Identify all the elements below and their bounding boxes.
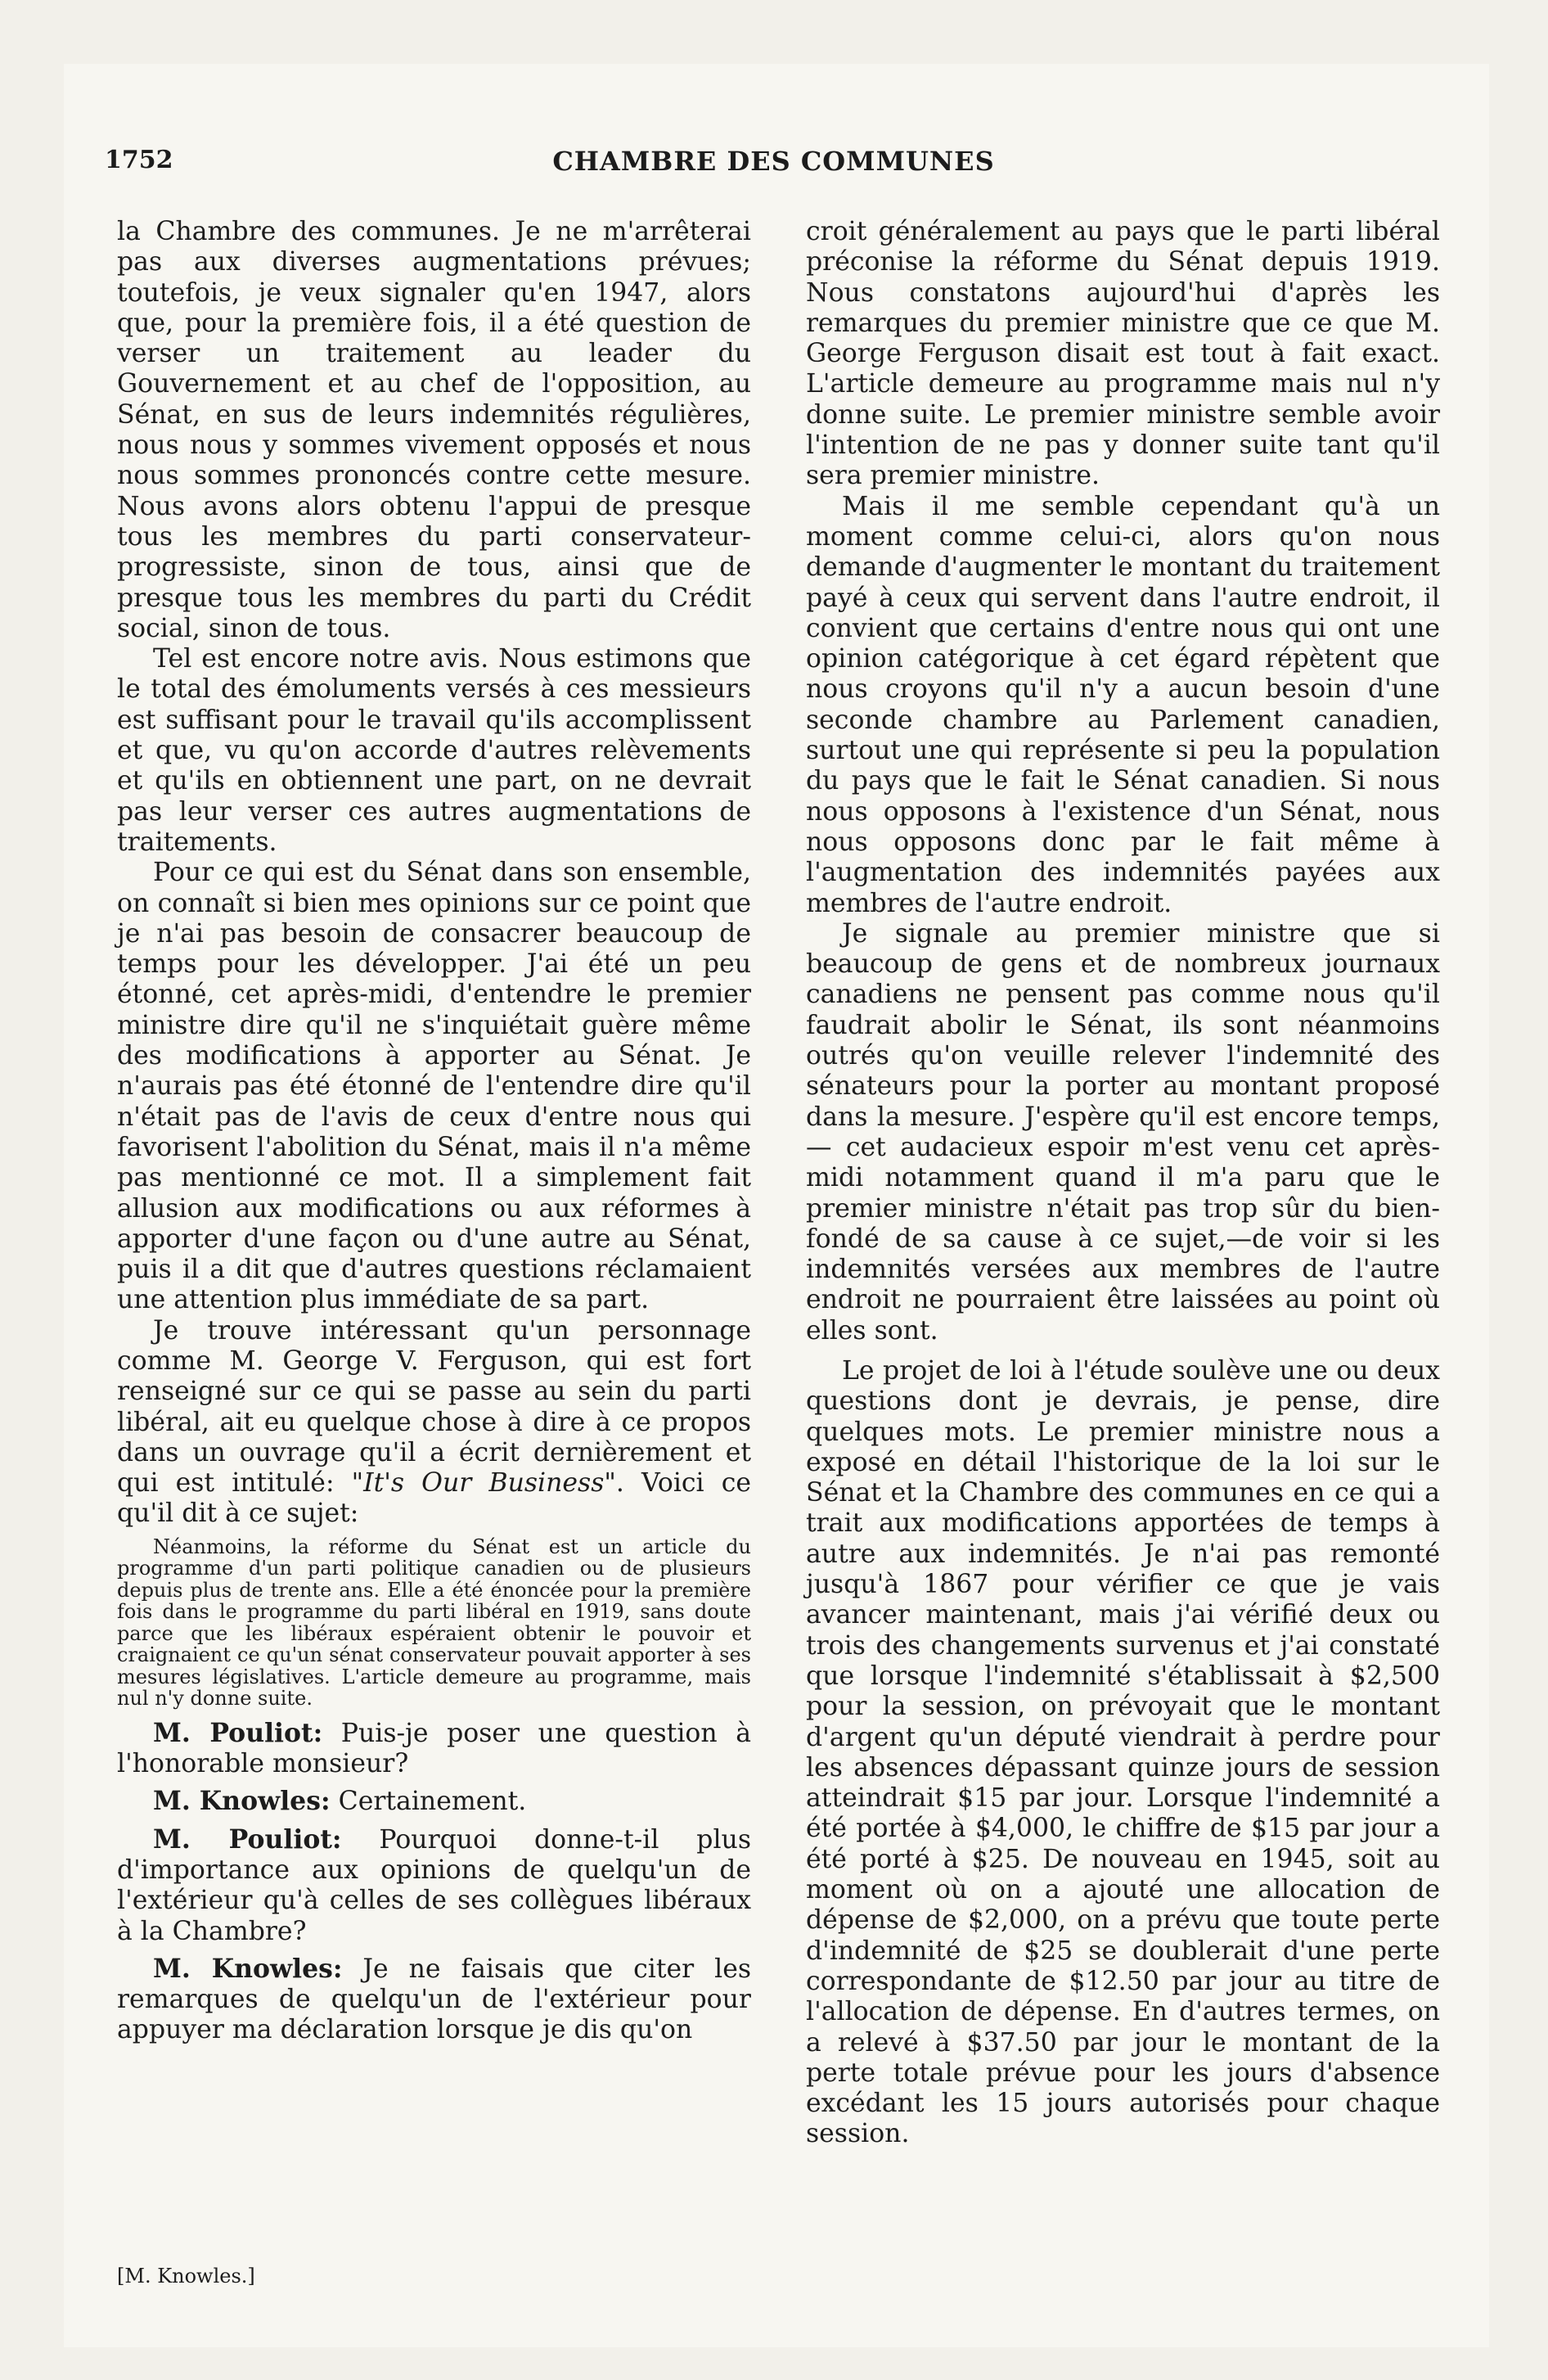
page-header (105, 146, 1442, 195)
paragraph: la Chambre des communes. Je ne m'arrêterai pas aux diverses augmentations prévues; toutefois, je veux signaler qu'en 1947, alors que, pour la première fois, il a été question de verser un traitement au leader du Gouvernement et au chef de l'opposition, au Sénat, en sus de leurs indemnités régulières, nous nous y sommes vivement opposés et nous nous sommes prononcés contre cette mesure. Nous avons alors obtenu l'appui de presque tous les membres du parti conservateur-progressiste, sinon de tous, ainsi que de presque tous les membres du parti du Crédit social, sinon de tous. (117, 217, 751, 643)
page-number: 1752 (105, 146, 173, 174)
right-column (806, 217, 1440, 2150)
speaker-name: M. Pouliot: (153, 1823, 342, 1855)
paragraph (117, 1316, 751, 1530)
speech-text: Certainement. (330, 1787, 527, 1817)
paragraph: Je signale au premier ministre que si beaucoup de gens et de nombreux journaux canadiens ne pensent pas comme nous qu'il faudrait abolir le Sénat, ils sont néanmoins outrés qu'on veuille relever l'indemnité des sénateurs pour la porter au montant proposé dans la mesure. J'espère qu'il est encore temps,— cet audacieux espoir m'est venu cet après-midi notamment quand il m'a paru que le premier ministre n'était pas trop sûr du bien-fondé de sa cause à ce sujet,—de voir si les indemnités versées aux membres de l'autre endroit ne pourraient être laissées au point où elles sont. (806, 918, 1440, 1346)
left-column (117, 217, 751, 2046)
speaker-name: M. Knowles: (153, 1953, 343, 1984)
speaker-name: M. Knowles: (153, 1786, 331, 1817)
speech-text: Puis-je poser une question à l'honorable monsieur? (117, 1718, 751, 1779)
speech-paragraph (117, 1954, 751, 2046)
paragraph: Le projet de loi à l'étude soulève une ou deux questions dont je devrais, je pense, dire quelques mots. Le premier ministre nous a exposé en détail l'historique de la loi sur le Sénat et la Chambre des communes en ce qui a trait aux modifications apportées de temps à autre aux indemnités. Je n'ai pas remonté jusqu'à 1867 pour vérifier ce que je vais avancer maintenant, mais j'ai vérifié deux ou trois des changements survenus et j'ai constaté que lorsque l'indemnité s'établissait à $2,500 pour la session, on prévoyait que le montant d'argent qu'un député viendrait à perdre pour les absences dépassant quinze jours de session atteindrait $15 par jour. Lorsque l'indemnité a été portée à $4,000, le chiffre de $15 par jour a été porté à $25. De nouveau en 1945, soit au moment où on a ajouté une allocation de dépense de $2,000, on a prévu que toute perte d'indemnité de $25 se doublerait d'une perte correspondante de $12.50 par jour au titre de l'allocation de dépense. En d'autres termes, on a relevé à $37.50 par jour le montant de la perte totale prévue pour les jours d'absence excédant les 15 jours autorisés pour chaque session. (806, 1355, 1440, 2149)
speaker-name: M. Pouliot: (153, 1717, 323, 1748)
speech-paragraph (117, 1786, 751, 1817)
paragraph-text: . Voici ce qu'il dit à ce sujet: (117, 1468, 751, 1529)
paragraph: croit généralement au pays que le parti libéral préconise la réforme du Sénat depuis 1919. Nous constatons aujourd'hui d'après les remarques du premier ministre que ce que M. George Ferguson disait est tout à fait exact. L'article demeure au programme mais nul n'y donne suite. Le premier ministre semble avoir l'intention de ne pas y donner suite tant qu'il sera premier ministre. (806, 217, 1440, 491)
speech-paragraph (117, 1718, 751, 1780)
paragraph: Mais il me semble cependant qu'à un moment comme celui-ci, alors qu'on nous demande d'augmenter le montant du traitement payé à ceux qui servent dans l'autre endroit, il convient que certains d'entre nous qui ont une opinion catégorique à cet égard répètent que nous croyons qu'il n'y a aucun besoin d'une seconde chambre au Parlement canadien, surtout une qui représente si peu la population du pays que le fait le Sénat canadien. Si nous nous opposons à l'existence d'un Sénat, nous nous opposons donc par le fait même à l'augmentation des indemnités payées aux membres de l'autre endroit. (806, 491, 1440, 918)
speech-text: Pourquoi donne-t-il plus d'importance aux opinions de quelqu'un de l'extérieur qu'à celles de ses collègues libéraux à la Chambre? (117, 1824, 751, 1946)
paragraph-text: Je trouve intéressant qu'un personnage comme M. George V. Ferguson, qui est fort renseigné sur ce qui se passe au sein du parti libéral, ait eu quelque chose à dire à ce propos dans un ouvrage qu'il a écrit dernièrement et qui est intitulé: (117, 1315, 751, 1499)
paragraph: Pour ce qui est du Sénat dans son ensemble, on connaît si bien mes opinions sur ce point que je n'ai pas besoin de consacrer beaucoup de temps pour les développer. J'ai été un peu étonné, cet après-midi, d'entendre le premier ministre dire qu'il ne s'inquiétait guère même des modifications à apporter au Sénat. Je n'aurais pas été étonné de l'entendre dire qu'il n'était pas de l'avis de ceux d'entre nous qui favorisent l'abolition du Sénat, mais il n'a même pas mentionné ce mot. Il a simplement fait allusion aux modifications ou aux réformes à apporter d'une façon ou d'une autre au Sénat, puis il a dit que d'autres questions réclamaient une attention plus immédiate de sa part. (117, 858, 751, 1315)
running-title: CHAMBRE DES COMMUNES (552, 146, 995, 177)
speech-paragraph (117, 1824, 751, 1947)
book-title: "It's Our Business" (351, 1468, 616, 1499)
block-quote: Néanmoins, la réforme du Sénat est un article du programme d'un parti politique canadien ou de plusieurs depuis plus de trente ans. Elle a été énoncée pour la première fois dans le programme du parti libéral en 1919, sans doute parce que les libéraux espéraient obtenir le pouvoir et craignaient ce qu'un sénat conservateur pouvait apporter à ses mesures législatives. L'article demeure au programme, mais nul n'y donne suite. (117, 1535, 751, 1711)
speaker-attribution: [M. Knowles.] (117, 2265, 255, 2288)
speech-text: Je ne faisais que citer les remarques de quelqu'un de l'extérieur pour appuyer ma déclaration lorsque je dis qu'on (117, 1954, 752, 2045)
paragraph: Tel est encore notre avis. Nous estimons que le total des émoluments versés à ces messieurs est suffisant pour le travail qu'ils accomplissent et que, vu qu'on accorde d'autres relèvements et qu'ils en obtiennent une part, on ne devrait pas leur verser ces autres augmentations de traitements. (117, 644, 751, 857)
